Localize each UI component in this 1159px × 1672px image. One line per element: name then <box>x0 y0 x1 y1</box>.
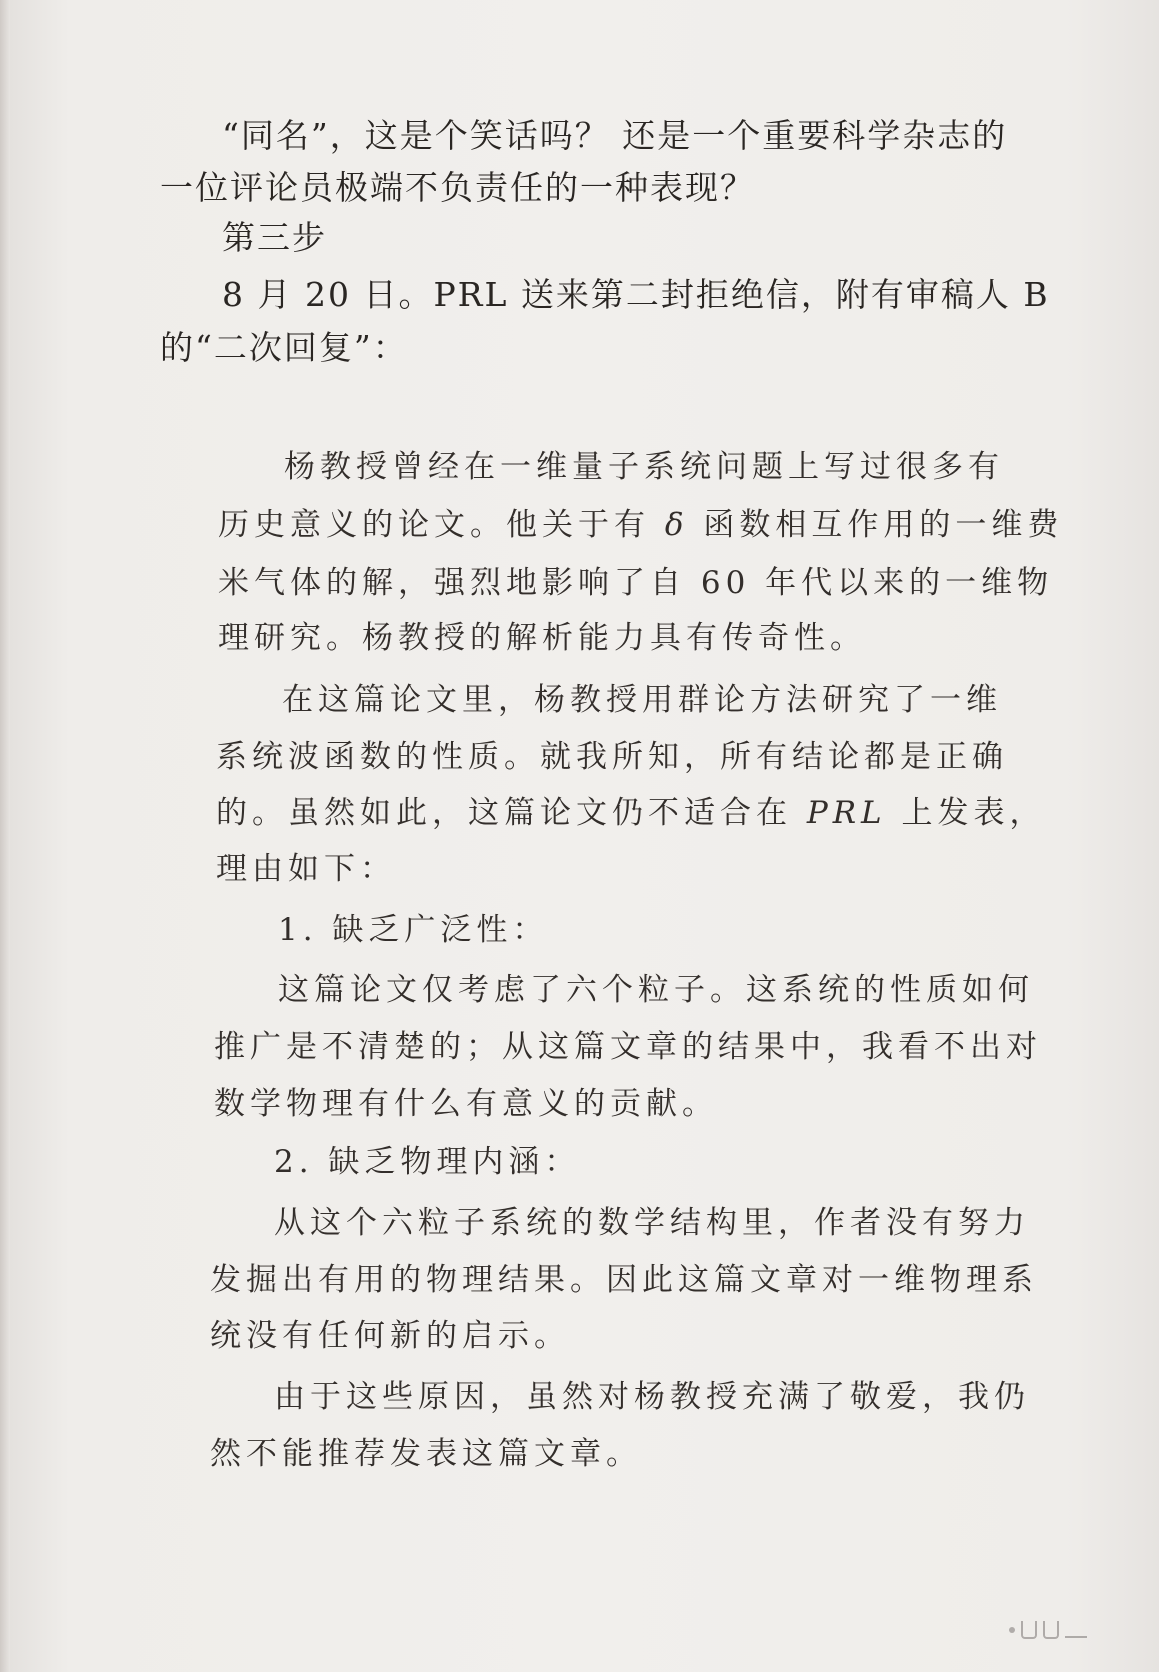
reply-line: 从这个六粒子系统的数学结构里，作者没有努力 <box>274 1205 1030 1241</box>
watermark-logo <box>1009 1618 1129 1642</box>
journal-abbrev: PRL <box>806 795 887 831</box>
reply-line: 历史意义的论文。他关于有 δ 函数相互作用的一维费 <box>218 507 1064 543</box>
reply-line: 发掘出有用的物理结果。因此这篇文章对一维物理系 <box>210 1262 1038 1298</box>
delta-symbol: δ <box>664 507 689 543</box>
watermark-dot <box>1009 1627 1015 1633</box>
reply-line: 由于这些原因，虽然对杨教授充满了敬爱，我仍 <box>274 1379 1030 1415</box>
list-item-heading: 1. 缺乏广泛性： <box>278 912 549 948</box>
reply-line: 理研究。杨教授的解析能力具有传奇性。 <box>218 620 866 656</box>
reply-line: 统没有任何新的启示。 <box>210 1318 570 1354</box>
reply-line: 理由如下： <box>216 851 396 887</box>
reply-line: 然不能推荐发表这篇文章。 <box>210 1436 642 1472</box>
reply-line: 推广是不清楚的；从这篇文章的结果中，我看不出对 <box>214 1029 1042 1065</box>
section-heading: 第三步 <box>222 218 327 257</box>
text-line: 8 月 20 日。PRL 送来第二封拒绝信，附有审稿人 B <box>222 275 1050 314</box>
watermark-glyph <box>1043 1621 1059 1639</box>
text-line: “同名”，这是个笑话吗？ 还是一个重要科学杂志的 <box>222 116 1008 155</box>
reply-line: 杨教授曾经在一维量子系统问题上写过很多有 <box>284 449 1004 485</box>
reply-line: 这篇论文仅考虑了六个粒子。这系统的性质如何 <box>278 972 1034 1008</box>
page-binding-edge <box>0 0 10 1672</box>
watermark-underline <box>1065 1636 1087 1638</box>
reply-line: 在这篇论文里，杨教授用群论方法研究了一维 <box>282 682 1002 718</box>
watermark-glyph <box>1021 1621 1037 1639</box>
list-item-heading: 2. 缺乏物理内涵： <box>274 1144 581 1180</box>
reply-line: 的。虽然如此，这篇论文仍不适合在 PRL 上发表， <box>216 795 1046 831</box>
reply-line: 米气体的解，强烈地影响了自 60 年代以来的一维物 <box>218 565 1054 601</box>
text-line: 一位评论员极端不负责任的一种表现？ <box>160 168 755 207</box>
reply-line: 数学物理有什么有意义的贡献。 <box>214 1086 718 1122</box>
reply-line: 系统波函数的性质。就我所知，所有结论都是正确 <box>216 739 1008 775</box>
text-line: 的“二次回复”： <box>160 328 408 367</box>
